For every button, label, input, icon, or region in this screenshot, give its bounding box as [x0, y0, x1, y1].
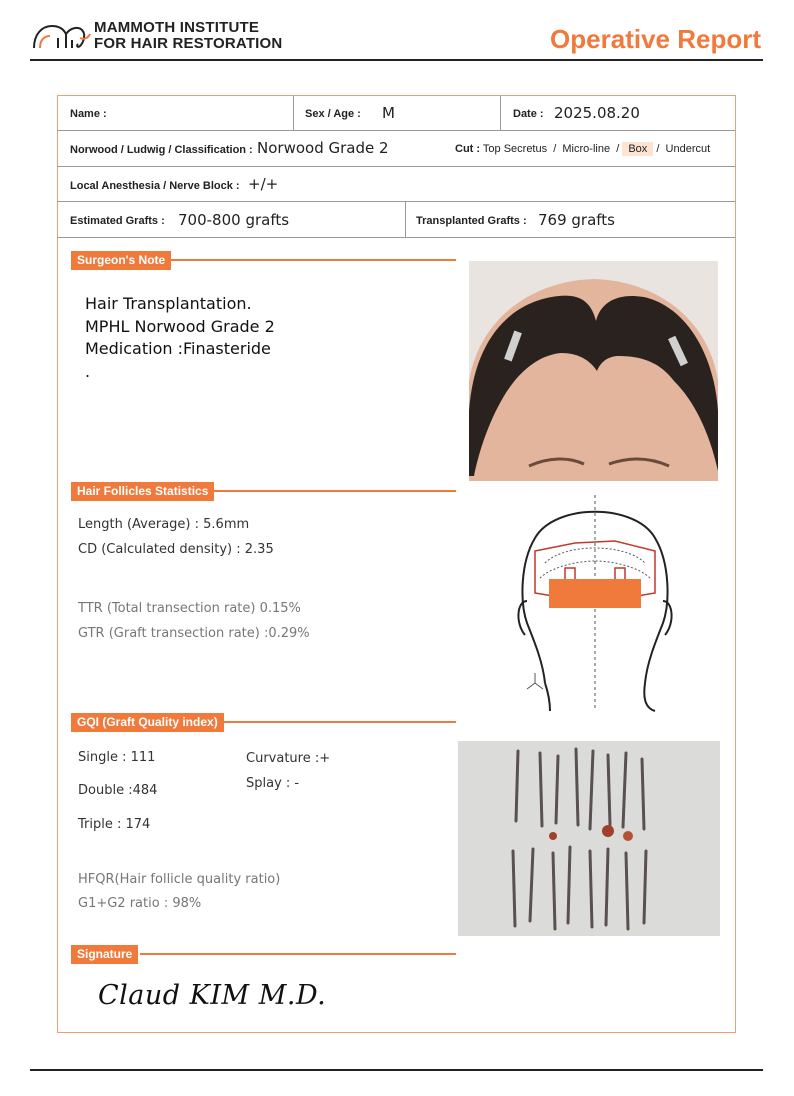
hfqr-label: HFQR(Hair follicle quality ratio): [78, 872, 281, 887]
bottom-divider: [30, 1069, 763, 1071]
row-patient-info: [58, 96, 735, 131]
top-divider: [30, 59, 763, 61]
ratio-stat: G1+G2 ratio : 98%: [78, 896, 202, 911]
report-header: [30, 16, 763, 60]
transplanted-grafts-label: Transplanted Grafts :: [416, 215, 527, 227]
section-line: [140, 953, 456, 955]
anesthesia-value: +/+: [248, 175, 279, 193]
cut-label: Cut :: [455, 143, 481, 155]
row-anesthesia: [58, 167, 735, 202]
estimated-grafts-value: 700-800 grafts: [178, 211, 290, 229]
divider: [405, 202, 406, 237]
curvature-stat: Curvature :+: [246, 751, 331, 766]
divider: [293, 96, 294, 130]
date-label: Date :: [513, 108, 544, 120]
divider: [500, 96, 501, 130]
section-line: [210, 490, 456, 492]
note-line: Medication :Finasteride: [85, 339, 271, 358]
cd-stat: CD (Calculated density) : 2.35: [78, 542, 274, 557]
transplanted-grafts-value: 769 grafts: [538, 211, 615, 229]
gqi-tag: GQI (Graft Quality index): [71, 713, 224, 732]
cut-option-top-secretus: Top Secretus: [482, 143, 548, 155]
mammoth-logo-icon: [30, 18, 92, 54]
statistics-tag: Hair Follicles Statistics: [71, 482, 214, 501]
note-line: .: [85, 361, 91, 381]
estimated-grafts-label: Estimated Grafts :: [70, 215, 165, 227]
cut-option-micro-line: Micro-line: [562, 143, 611, 155]
note-line: Hair Transplantation.: [85, 294, 252, 313]
cut-option-box-selected: Box: [622, 142, 653, 156]
double-stat: Double :484: [78, 783, 158, 798]
sex-age-label: Sex / Age :: [305, 108, 361, 120]
section-line: [166, 259, 456, 261]
classification-value: Norwood Grade 2: [257, 139, 389, 157]
section-line: [220, 721, 456, 723]
anesthesia-label: Local Anesthesia / Nerve Block :: [70, 180, 240, 192]
sex-age-value: M: [382, 104, 395, 122]
hairline-photo: [469, 261, 718, 481]
brand-name: [94, 20, 282, 52]
single-stat: Single : 111: [78, 750, 156, 765]
ttr-stat: TTR (Total transection rate) 0.15%: [78, 601, 301, 616]
signature-text: Claud KIM M.D.: [98, 980, 327, 1011]
surgeons-note-tag: Surgeon's Note: [71, 251, 171, 270]
brand-line-1: MAMMOTH INSTITUTE: [94, 19, 260, 36]
length-stat: Length (Average) : 5.6mm: [78, 517, 250, 532]
note-line: MPHL Norwood Grade 2: [85, 316, 275, 336]
report-title: Operative Report: [550, 24, 761, 54]
cut-options: Cut : Top Secretus / Micro-line / Box / Undercut: [455, 143, 711, 155]
date-value: 2025.08.20: [554, 104, 640, 122]
cut-option-undercut: Undercut: [665, 143, 711, 155]
classification-label: Norwood / Ludwig / Classification :: [70, 144, 253, 156]
grafts-photo: [458, 741, 720, 936]
splay-stat: Splay : -: [246, 776, 300, 791]
surgeons-note-text: [85, 293, 275, 383]
row-classification: [58, 131, 735, 167]
name-label: Name :: [70, 108, 107, 120]
row-grafts: [58, 202, 735, 238]
gtr-stat: GTR (Graft transection rate) :0.29%: [78, 626, 310, 641]
triple-stat: Triple : 174: [78, 817, 151, 832]
donor-area-diagram: [515, 493, 675, 713]
brand-line-2: FOR HAIR RESTORATION: [94, 35, 283, 52]
signature-tag: Signature: [71, 945, 138, 964]
